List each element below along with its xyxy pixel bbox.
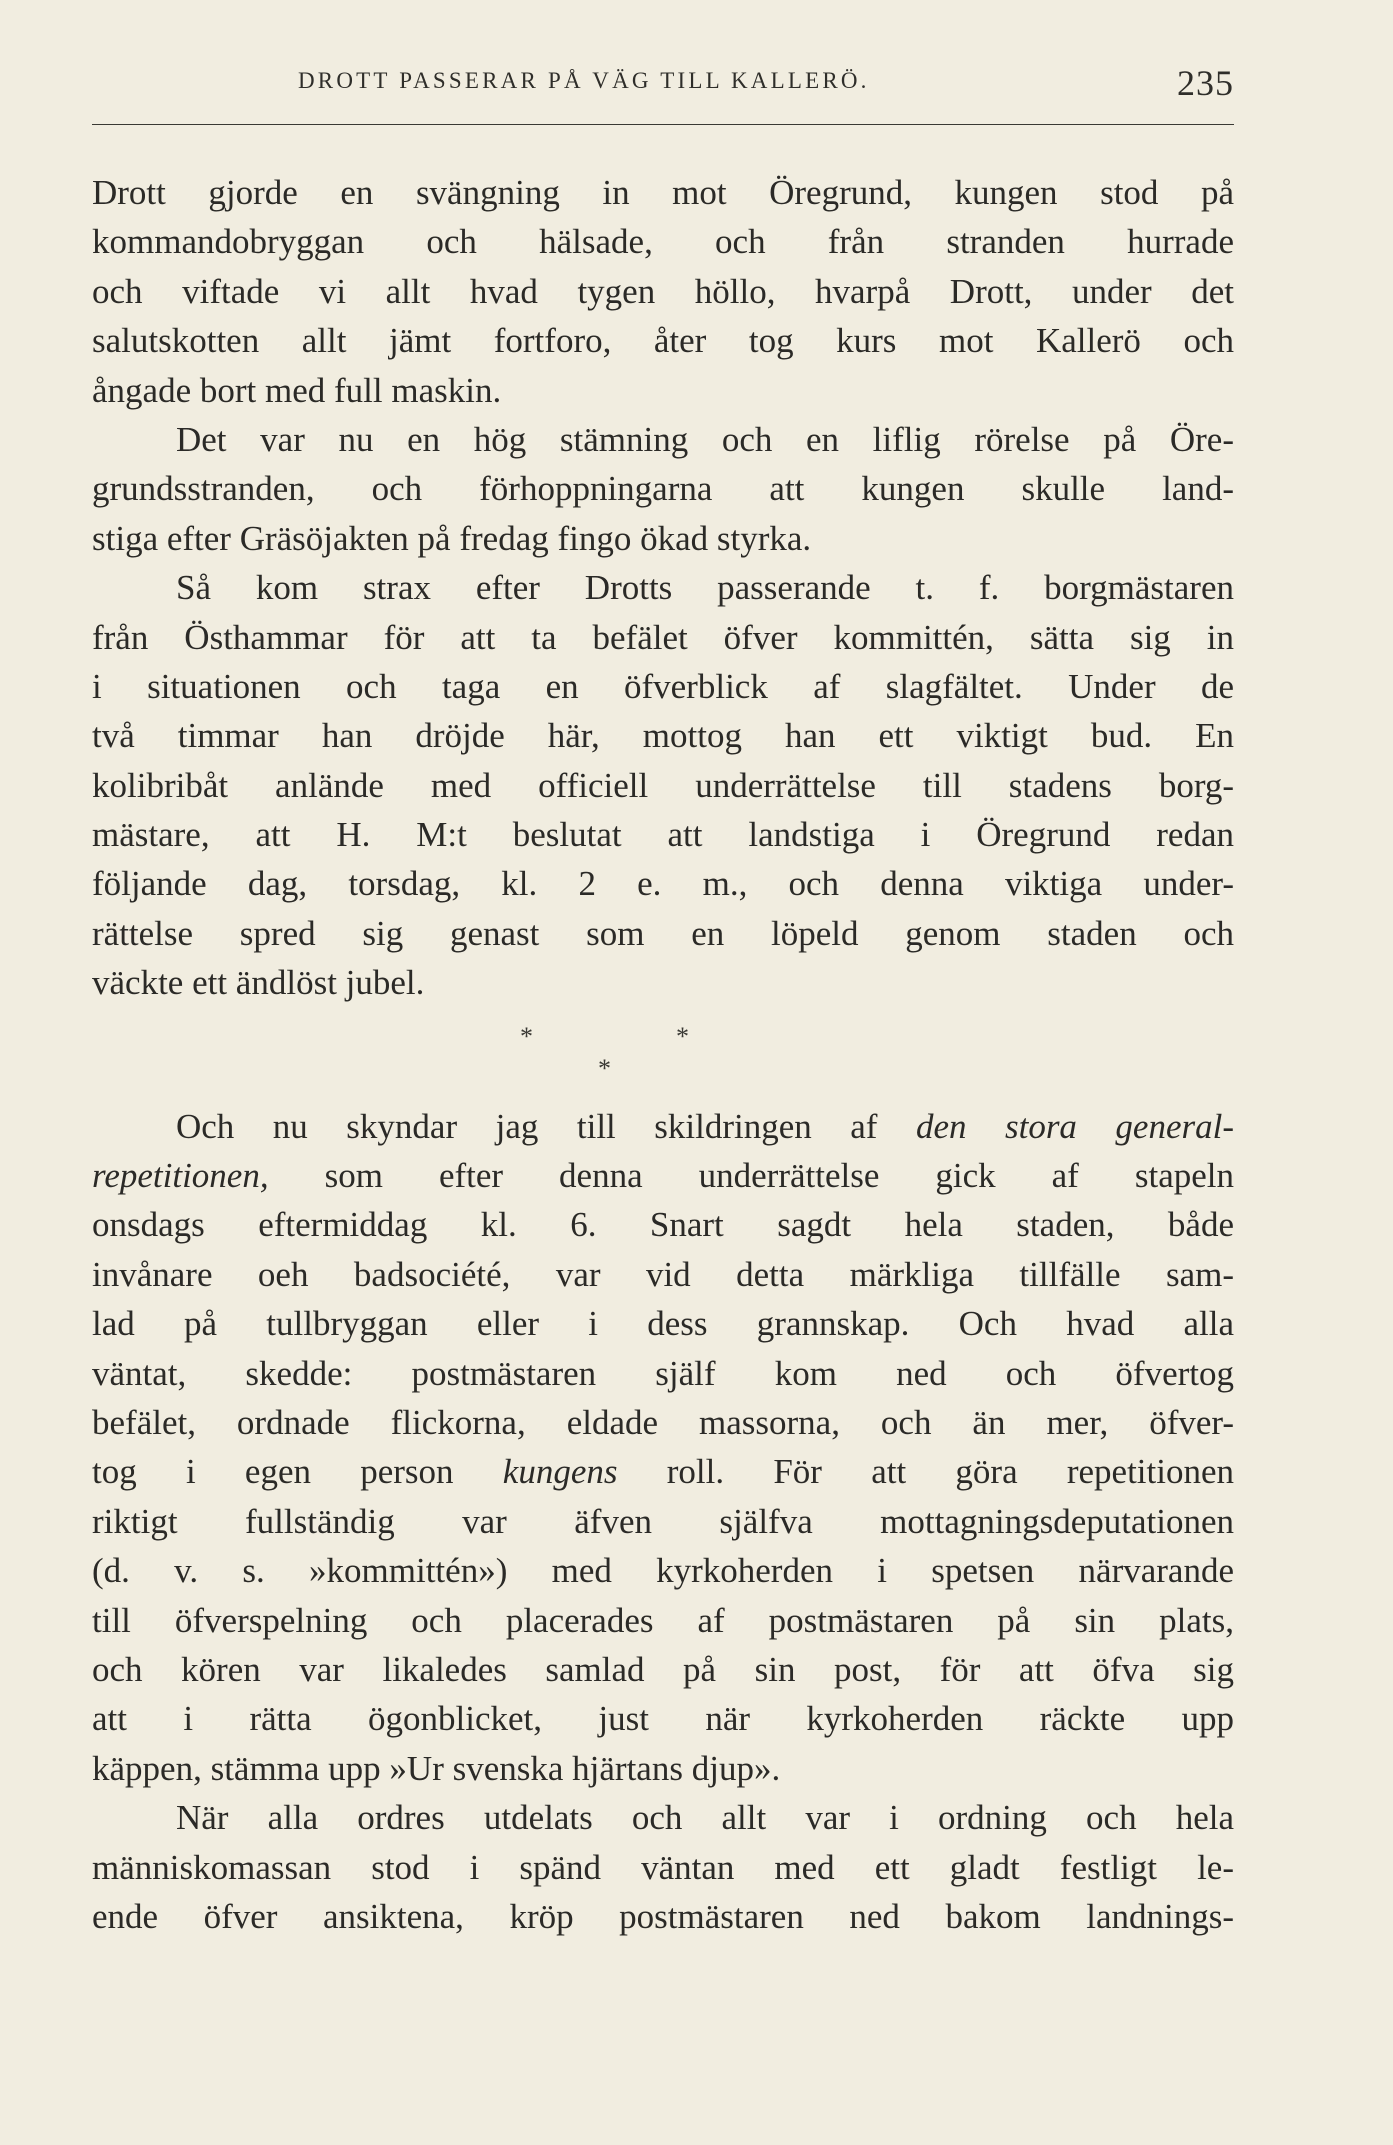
text-run: Och nu skyndar jag till skildringen af: [176, 1106, 916, 1146]
asterisk: *: [676, 1022, 689, 1051]
text-run: roll. För att göra repetitionen: [617, 1452, 1235, 1492]
text-line: [92, 1102, 1234, 1151]
text-line: kommandobryggan och hälsade, och från stranden hurrade: [92, 222, 1234, 262]
section-break-asterism: [92, 1022, 1234, 1102]
text-run: tog i egen person: [92, 1452, 503, 1492]
text-line: ångade bort med full maskin.: [92, 370, 502, 410]
text-line: grundsstranden, och förhoppningarna att kungen skulle land-: [92, 469, 1234, 509]
text-line: Det var nu en hög stämning och en liflig rörelse på Öre-: [176, 419, 1234, 459]
text-line: rättelse spred sig genast som en löpeld genom staden och: [92, 913, 1234, 953]
text-line: [92, 1151, 1234, 1200]
text-line: Så kom strax efter Drotts passerande t. f. borgmästaren: [176, 568, 1234, 608]
text-run: som efter denna underrättelse gick af stapeln: [268, 1156, 1234, 1196]
text-line: lad på tullbryggan eller i dess grannskap. Och hvad alla: [92, 1304, 1234, 1344]
text-line: människomassan stod i spänd väntan med ett gladt festligt le-: [92, 1847, 1234, 1887]
asterisk: *: [598, 1054, 611, 1083]
text-line: väckte ett ändlöst jubel.: [92, 963, 425, 1003]
text-line: mästare, att H. M:t beslutat att landstiga i Öregrund redan: [92, 815, 1234, 855]
asterisk: *: [520, 1022, 533, 1051]
text-line: ende öfver ansiktena, kröp postmästaren ned bakom landnings-: [92, 1896, 1234, 1936]
text-line: onsdags eftermiddag kl. 6. Snart sagdt hela staden, både: [92, 1205, 1234, 1245]
italic-text: den stora general-: [915, 1106, 1234, 1146]
text-line: [92, 1447, 1234, 1496]
text-line: befälet, ordnade flickorna, eldade massorna, och än mer, öfver-: [92, 1402, 1234, 1442]
running-title: DROTT PASSERAR PÅ VÄG TILL KALLERÖ.: [298, 68, 870, 93]
text-line: i situationen och taga en öfverblick af slagfältet. Under de: [92, 666, 1234, 706]
text-line: följande dag, torsdag, kl. 2 e. m., och denna viktiga under-: [92, 864, 1234, 904]
text-line: två timmar han dröjde här, mottog han ett viktigt bud. En: [92, 716, 1234, 756]
text-line: stiga efter Gräsöjakten på fredag fingo ökad styrka.: [92, 518, 812, 558]
text-line: invånare oeh badsociété, var vid detta märkliga tillfälle sam-: [92, 1254, 1234, 1294]
text-line: salutskotten allt jämt fortforo, åter tog kurs mot Kallerö och: [92, 321, 1234, 361]
header-rule: [92, 124, 1234, 125]
italic-text: kungens: [502, 1452, 618, 1492]
running-head: [92, 62, 1234, 112]
text-line: till öfverspelning och placerades af postmästaren på sin plats,: [92, 1600, 1234, 1640]
page-number: 235: [1177, 63, 1234, 103]
text-line: och kören var likaledes samlad på sin post, för att öfva sig: [92, 1649, 1234, 1689]
italic-text: repetitionen,: [92, 1156, 269, 1196]
text-line: från Östhammar för att ta befälet öfver kommittén, sätta sig in: [92, 617, 1234, 657]
text-line: När alla ordres utdelats och allt var i ordning och hela: [176, 1798, 1234, 1838]
text-line: väntat, skedde: postmästaren själf kom ned och öfvertog: [92, 1353, 1234, 1393]
text-line: kolibribåt anlände med officiell underrättelse till stadens borg-: [92, 765, 1234, 805]
text-line: (d. v. s. »kommittén») med kyrkoherden i spetsen närvarande: [92, 1551, 1234, 1591]
text-line: att i rätta ögonblicket, just när kyrkoherden räckte upp: [92, 1699, 1234, 1739]
text-line: Drott gjorde en svängning in mot Öregrund, kungen stod på: [92, 173, 1234, 212]
text-line: käppen, stämma upp »Ur svenska hjärtans djup».: [92, 1748, 781, 1788]
text-line: och viftade vi allt hvad tygen höllo, hvarpå Drott, under det: [92, 271, 1234, 311]
text-line: riktigt fullständig var äfven själfva mottagningsdeputationen: [92, 1501, 1234, 1541]
